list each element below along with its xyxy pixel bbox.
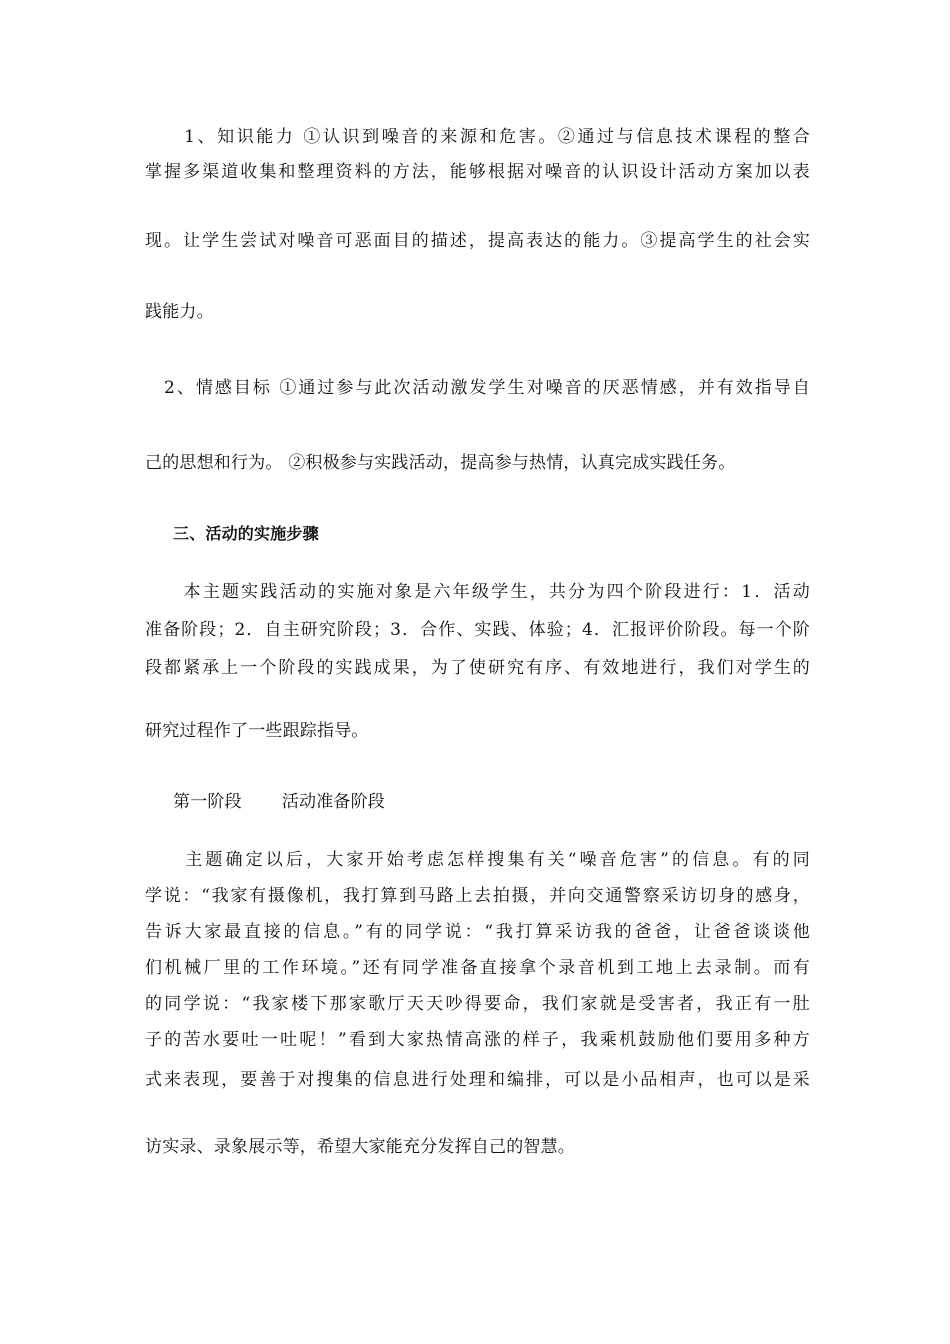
stage-body-line-8: 访实录、录象展示等，希望大家能充分发挥自己的智慧。 bbox=[145, 1137, 575, 1157]
stage-body-line-7: 式来表现，要善于对搜集的信息进行处理和编排，可以是小品相声，也可以是采 bbox=[145, 1070, 810, 1090]
stage-body-line-2: 学说：“我家有摄像机，我打算到马路上去拍摄，并向交通警察采访切身的感身， bbox=[145, 886, 810, 906]
intro-line-2: 准备阶段；2．自主研究阶段；3．合作、实践、体验；4．汇报评价阶段。每一个阶 bbox=[145, 620, 810, 640]
stage-body-line-4: 们机械厂里的工作环境。”还有同学准备直接拿个录音机到工地上去录制。而有 bbox=[145, 958, 810, 978]
stage-body-line-5: 的同学说：“我家楼下那家歌厅天天吵得要命，我们家就是受害者，我正有一肚 bbox=[145, 994, 810, 1014]
emotion-goal-line-1: 2、情感目标 ①通过参与此次活动激发学生对噪音的厌恶情感，并有效指导自 bbox=[145, 378, 810, 398]
knowledge-goal-line-3: 现。让学生尝试对噪音可恶面目的描述，提高表达的能力。③提高学生的社会实 bbox=[145, 231, 810, 251]
emotion-goal-line-2: 己的思想和行为。 ②积极参与实践活动，提高参与热情，认真完成实践任务。 bbox=[145, 453, 736, 473]
stage-body-line-3: 告诉大家最直接的信息。”有的同学说：“我打算采访我的爸爸，让爸爸谈谈他 bbox=[145, 922, 810, 942]
knowledge-goal-line-2: 掌握多渠道收集和整理资料的方法，能够根据对噪音的认识设计活动方案加以表 bbox=[145, 162, 810, 182]
stage-body-line-1: 主题确定以后，大家开始考虑怎样搜集有关“噪音危害”的信息。有的同 bbox=[145, 850, 810, 870]
knowledge-goal-line-1: 1、知识能力 ①认识到噪音的来源和危害。②通过与信息技术课程的整合 bbox=[145, 127, 810, 147]
stage-name: 活动准备阶段 bbox=[281, 792, 386, 812]
intro-line-1: 本主题实践活动的实施对象是六年级学生，共分为四个阶段进行：1．活动 bbox=[145, 582, 810, 602]
section-heading: 三、活动的实施步骤 bbox=[173, 524, 319, 543]
intro-line-3: 段都紧承上一个阶段的实践成果，为了使研究有序、有效地进行，我们对学生的 bbox=[145, 658, 810, 678]
stage-title bbox=[173, 790, 838, 814]
intro-line-4: 研究过程作了一些跟踪指导。 bbox=[145, 721, 369, 741]
stage-body-line-6: 子的苦水要吐一吐呢！”看到大家热情高涨的样子，我乘机鼓励他们要用多种方 bbox=[145, 1030, 810, 1050]
knowledge-goal-line-4: 践能力。 bbox=[145, 302, 214, 322]
stage-label: 第一阶段 bbox=[173, 792, 242, 812]
